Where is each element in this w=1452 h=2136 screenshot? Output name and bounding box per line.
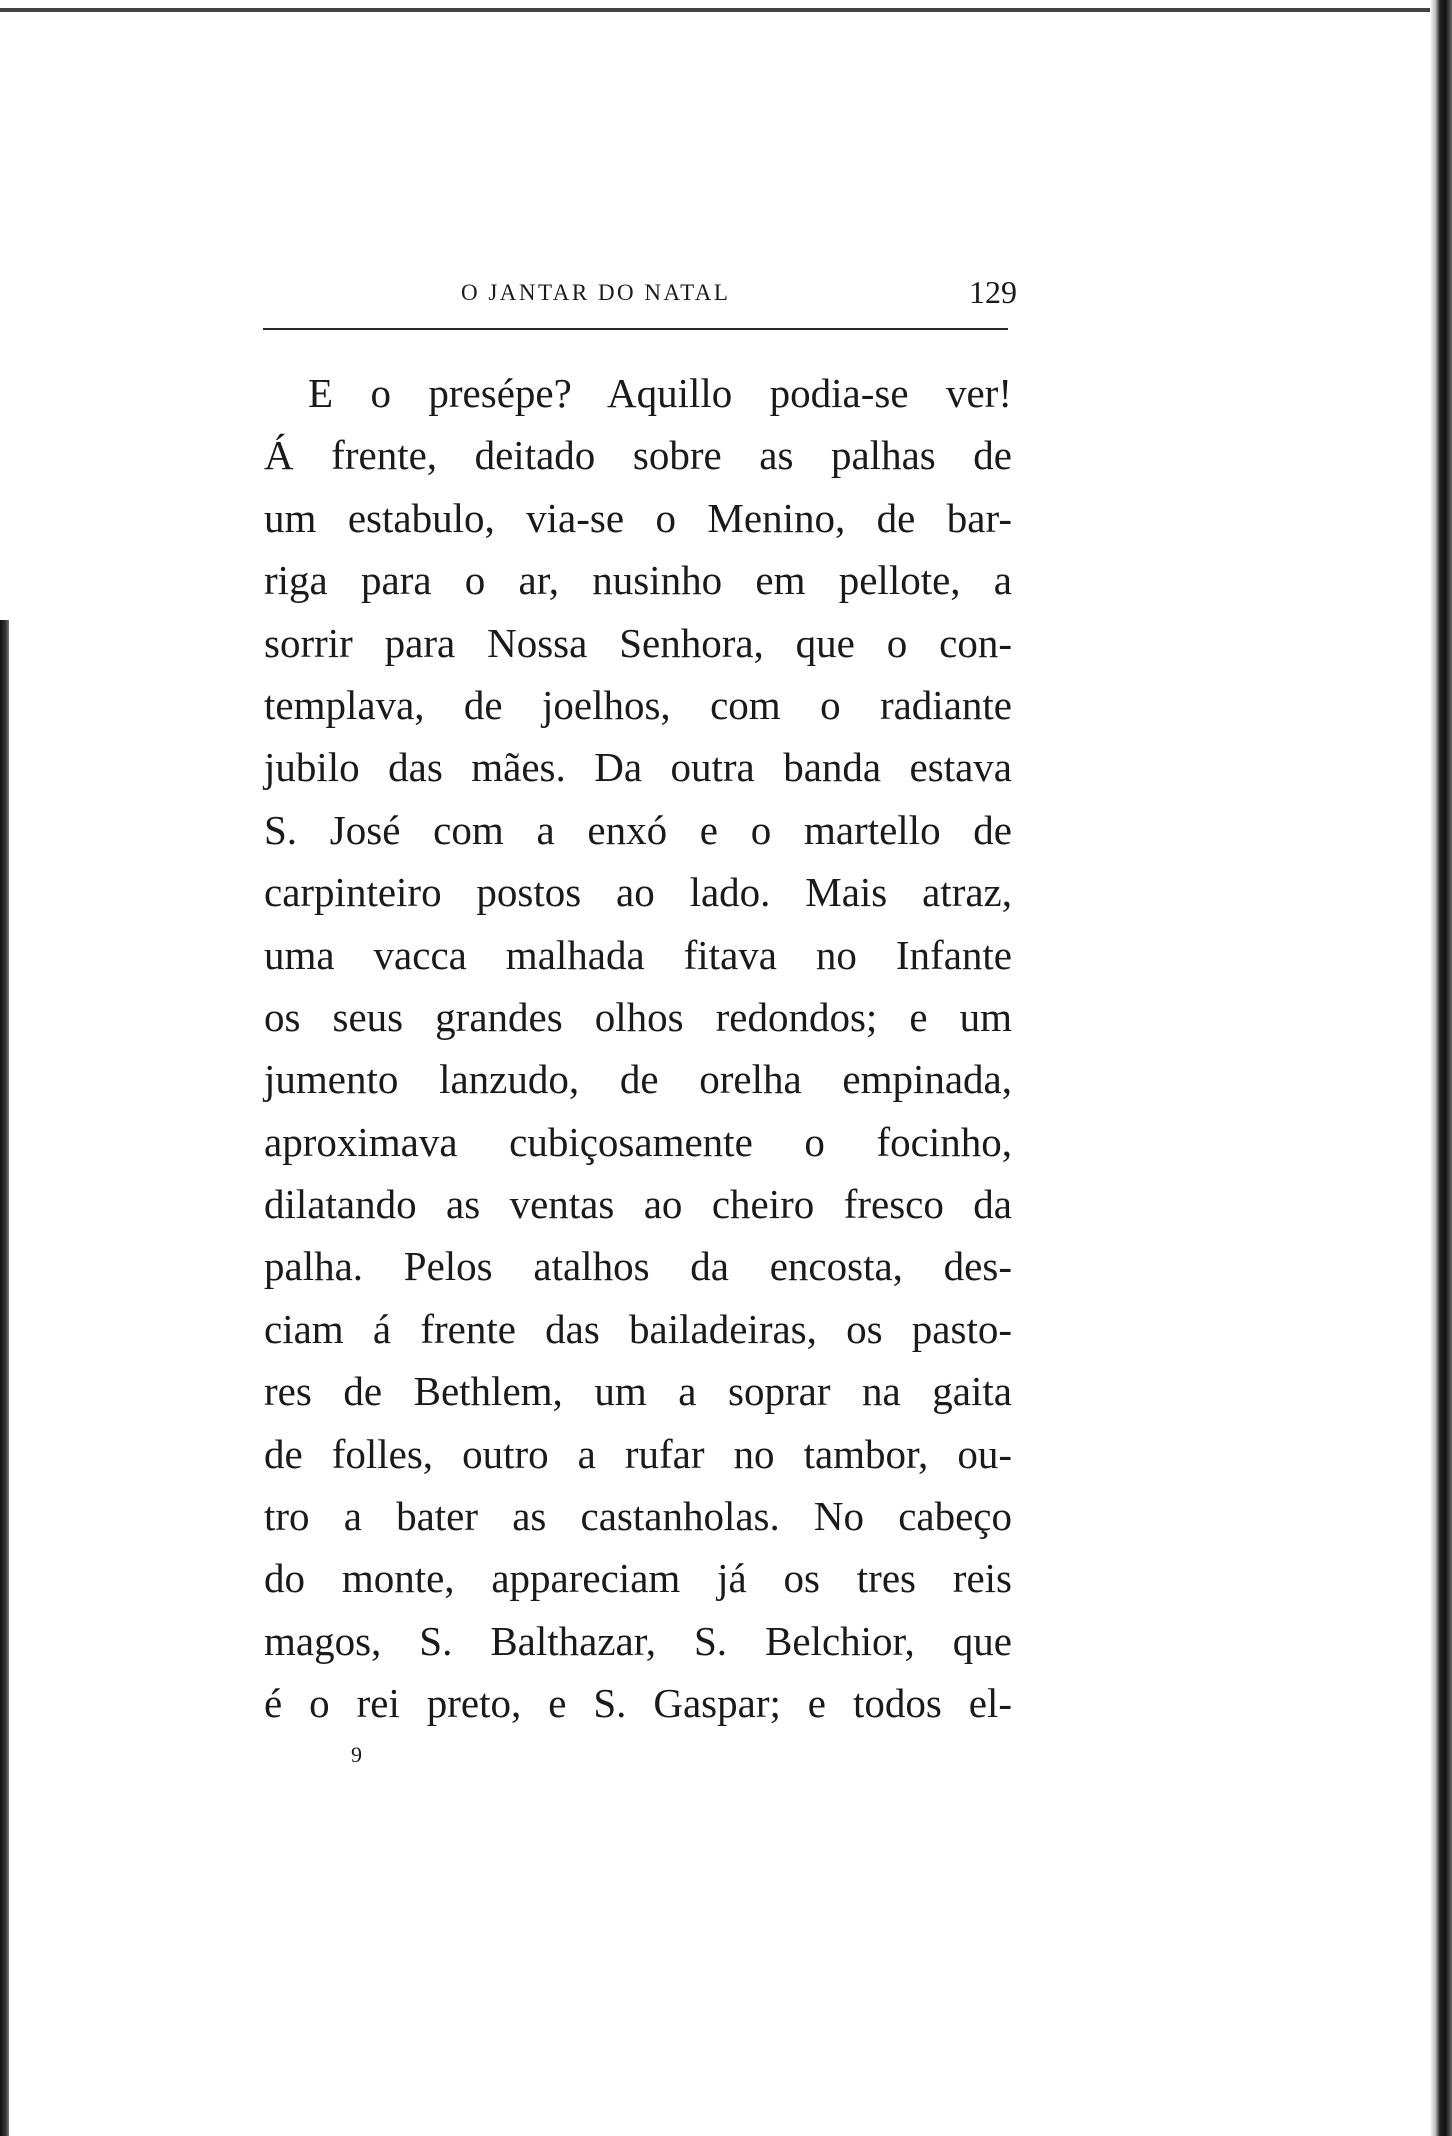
text-line: palha. Pelos atalhos da encosta, des- [264, 1243, 1012, 1290]
text-line: um estabulo, via-se o Menino, de bar- [264, 494, 1012, 541]
text-line: carpinteiro postos ao lado. Mais atraz, [264, 869, 1012, 916]
text-line: ciam á frente das bailadeiras, os pasto- [264, 1305, 1012, 1352]
page-number: 129 [969, 274, 1017, 310]
text-line: Á frente, deitado sobre as palhas de [264, 432, 1012, 479]
header-rule [263, 328, 1008, 330]
text-line: res de Bethlem, um a soprar na gaita [264, 1368, 1012, 1415]
text-line: dilatando as ventas ao cheiro fresco da [264, 1181, 1012, 1228]
text-line: jumento lanzudo, de orelha empinada, [264, 1056, 1012, 1103]
text-line: uma vacca malhada fitava no Infante [264, 931, 1012, 978]
text-line: tro a bater as castanholas. No cabeço [264, 1493, 1012, 1540]
text-line: do monte, appareciam já os tres reis [264, 1555, 1012, 1602]
body-text [264, 362, 1012, 1735]
text-line: os seus grandes olhos redondos; e um [264, 993, 1012, 1040]
text-line: E o presépe? Aquillo podia-se ver! [308, 370, 1012, 416]
text-line: aproximava cubiçosamente o focinho, [264, 1118, 1012, 1165]
text-line: sorrir para Nossa Senhora, que o con- [264, 619, 1012, 666]
scan-top-edge [0, 8, 1430, 12]
running-head [263, 272, 1033, 322]
text-line: templava, de joelhos, com o radiante [264, 681, 1012, 728]
running-title: O JANTAR DO NATAL [461, 280, 731, 305]
text-line: jubilo das mães. Da outra banda estava [264, 744, 1012, 791]
text-line: magos, S. Balthazar, S. Belchior, que [264, 1617, 1012, 1664]
text-line: é o rei preto, e S. Gaspar; e todos el- [264, 1680, 1012, 1727]
scan-right-page-edge [1430, 0, 1452, 2136]
text-line: de folles, outro a rufar no tambor, ou- [264, 1430, 1012, 1477]
text-line: S. José com a enxó e o martello de [264, 806, 1012, 853]
scan-left-binding-edge [0, 620, 9, 2136]
text-line: riga para o ar, nusinho em pellote, a [264, 557, 1012, 604]
signature-mark: 9 [351, 1742, 362, 1767]
